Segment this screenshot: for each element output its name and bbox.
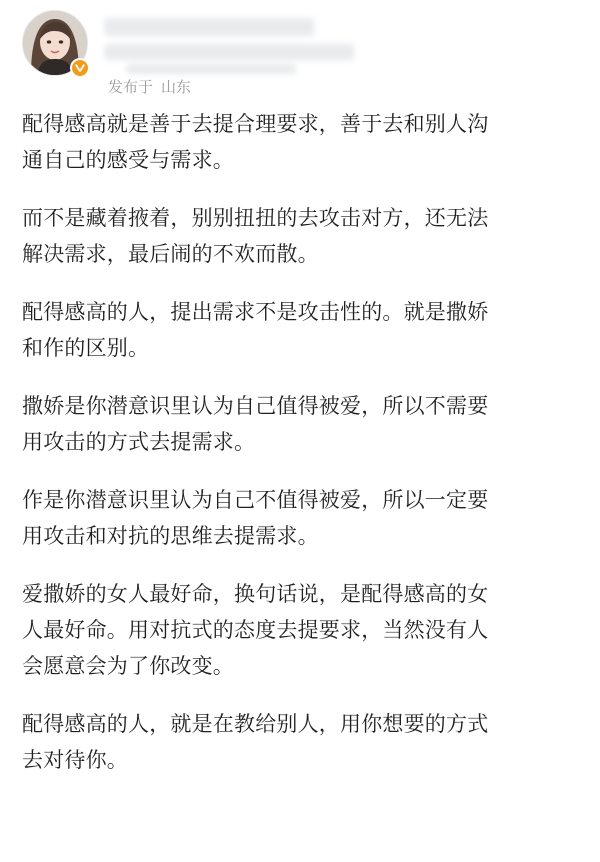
paragraph-line: 会愿意会为了你改变。 (22, 654, 234, 678)
post-content (22, 106, 582, 800)
post-location: 山东 (161, 78, 192, 96)
post-meta-label: 发布于 (108, 78, 154, 96)
paragraph-1 (22, 106, 582, 178)
paragraph-line: 撒娇是你潜意识里认为自己值得被爱，所以不需要 (22, 394, 489, 418)
paragraph-line: 通自己的感受与需求。 (22, 148, 234, 172)
paragraph-line: 去对待你。 (22, 748, 128, 772)
blurred-username (104, 16, 374, 74)
paragraph-line: 而不是藏着掖着，别别扭扭的去攻击对方，还无法 (22, 206, 489, 230)
paragraph-line: 和作的区别。 (22, 336, 150, 360)
paragraph-7 (22, 706, 582, 778)
paragraph-line: 配得感高的人，就是在教给别人，用你想要的方式 (22, 712, 489, 736)
avatar[interactable] (22, 10, 88, 76)
paragraph-6 (22, 576, 582, 684)
paragraph-line: 解决需求，最后闹的不欢而散。 (22, 242, 319, 266)
post-header (22, 10, 582, 100)
paragraph-line: 配得感高就是善于去提合理要求，善于去和别人沟 (22, 112, 489, 136)
paragraph-line: 用攻击的方式去提需求。 (22, 430, 256, 454)
paragraph-4 (22, 388, 582, 460)
post-meta (108, 76, 191, 97)
paragraph-3 (22, 294, 582, 366)
paragraph-line: 作是你潜意识里认为自己不值得被爱，所以一定要 (22, 488, 489, 512)
paragraph-2 (22, 200, 582, 272)
paragraph-line: 用攻击和对抗的思维去提需求。 (22, 524, 319, 548)
paragraph-line: 人最好命。用对抗式的态度去提要求，当然没有人 (22, 618, 489, 642)
verified-badge-icon (70, 58, 90, 78)
paragraph-5 (22, 482, 582, 554)
paragraph-line: 爱撒娇的女人最好命，换句话说，是配得感高的女 (22, 582, 489, 606)
paragraph-line: 配得感高的人，提出需求不是攻击性的。就是撒娇 (22, 300, 489, 324)
